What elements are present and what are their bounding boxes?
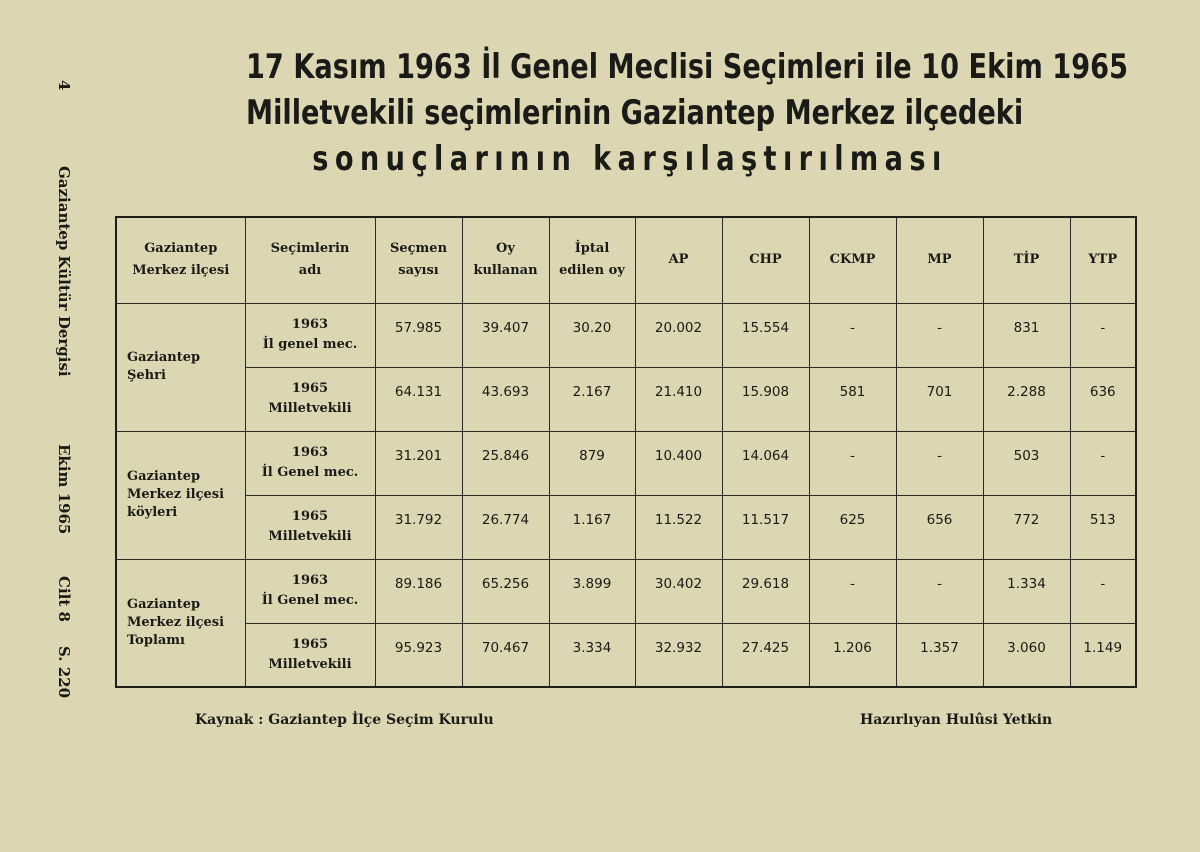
votes-cast-value-cell: 70.467 bbox=[462, 623, 549, 687]
chp-value-cell: 14.064 bbox=[722, 431, 809, 495]
page-title bbox=[246, 44, 1129, 182]
ckmp-value-cell: 625 bbox=[809, 495, 896, 559]
chp-value-cell: 15.554 bbox=[722, 303, 809, 367]
election-name-line: 1963 bbox=[291, 317, 329, 332]
journal-name: Gaziantep Kültür Dergisi bbox=[55, 166, 73, 377]
voters-value-cell: 31.792 bbox=[375, 495, 462, 559]
election-name-cell bbox=[245, 623, 375, 687]
title-line-3: sonuçlarının karşılaştırılması bbox=[312, 139, 948, 179]
invalid-votes-value-cell: 3.899 bbox=[549, 559, 635, 623]
election-name-line: İl genel mec. bbox=[262, 337, 358, 352]
header-votes-line-1: Oy bbox=[496, 241, 515, 257]
header-party-ap: AP bbox=[635, 217, 722, 303]
election-name-line: İl Genel mec. bbox=[261, 593, 359, 608]
table-row bbox=[116, 559, 1136, 623]
header-invalid-votes bbox=[549, 217, 635, 303]
header-invalid-line-1: İptal bbox=[574, 241, 610, 257]
election-name-cell bbox=[245, 367, 375, 431]
table-row bbox=[116, 495, 1136, 559]
page-number: 4 bbox=[55, 80, 73, 91]
tip-value-cell: 772 bbox=[983, 495, 1070, 559]
chp-value-cell: 29.618 bbox=[722, 559, 809, 623]
invalid-votes-value-cell: 879 bbox=[549, 431, 635, 495]
mp-value-cell: 701 bbox=[896, 367, 983, 431]
region-cell bbox=[116, 559, 245, 687]
header-region-line-2: Merkez ilçesi bbox=[132, 263, 230, 279]
table-row bbox=[116, 367, 1136, 431]
voters-value-cell: 95.923 bbox=[375, 623, 462, 687]
region-label-line: Gaziantep bbox=[127, 596, 201, 612]
election-name-line: 1963 bbox=[291, 573, 329, 588]
region-label-line: Merkez ilçesi bbox=[127, 487, 225, 502]
invalid-votes-value-cell: 30.20 bbox=[549, 303, 635, 367]
chp-value-cell: 27.425 bbox=[722, 623, 809, 687]
invalid-votes-value-cell: 3.334 bbox=[549, 623, 635, 687]
ap-value-cell: 20.002 bbox=[635, 303, 722, 367]
ap-value-cell: 11.522 bbox=[635, 495, 722, 559]
ytp-value-cell: - bbox=[1070, 559, 1136, 623]
region-label-line: Toplamı bbox=[127, 632, 185, 648]
invalid-votes-value-cell: 1.167 bbox=[549, 495, 635, 559]
election-name-line: 1965 bbox=[291, 381, 329, 396]
ytp-value-cell: - bbox=[1070, 303, 1136, 367]
tip-value-cell: 3.060 bbox=[983, 623, 1070, 687]
header-party-ytp: YTP bbox=[1070, 217, 1136, 303]
table-row bbox=[116, 431, 1136, 495]
chp-value-cell: 15.908 bbox=[722, 367, 809, 431]
ckmp-value-cell: 581 bbox=[809, 367, 896, 431]
header-party-mp: MP bbox=[896, 217, 983, 303]
invalid-votes-value-cell: 2.167 bbox=[549, 367, 635, 431]
volume-number: Cilt 8 bbox=[55, 576, 73, 622]
header-election bbox=[245, 217, 375, 303]
header-region bbox=[116, 217, 245, 303]
header-election-line-1: Seçimlerin bbox=[270, 241, 350, 257]
header-election-line-2: adı bbox=[298, 263, 322, 279]
election-name-line: Milletvekili bbox=[268, 529, 352, 544]
election-name-line: 1965 bbox=[291, 509, 329, 524]
header-invalid-line-2: edilen oy bbox=[559, 263, 625, 279]
ckmp-value-cell: - bbox=[809, 431, 896, 495]
ytp-value-cell: 636 bbox=[1070, 367, 1136, 431]
chp-value-cell: 11.517 bbox=[722, 495, 809, 559]
region-cell bbox=[116, 431, 245, 559]
issue-date: Ekim 1965 bbox=[55, 444, 73, 535]
voters-value-cell: 89.186 bbox=[375, 559, 462, 623]
region-label-line: Gaziantep bbox=[127, 350, 201, 365]
mp-value-cell: 1.357 bbox=[896, 623, 983, 687]
header-party-tip: TİP bbox=[983, 217, 1070, 303]
votes-cast-value-cell: 65.256 bbox=[462, 559, 549, 623]
ap-value-cell: 32.932 bbox=[635, 623, 722, 687]
region-label-line: Gaziantep bbox=[127, 469, 201, 484]
ytp-value-cell: - bbox=[1070, 431, 1136, 495]
election-name-line: İl Genel mec. bbox=[261, 465, 359, 480]
title-line-2: Milletvekili seçimlerinin Gaziantep Merkez ilçedeki bbox=[246, 93, 1024, 133]
tip-value-cell: 1.334 bbox=[983, 559, 1070, 623]
mp-value-cell: - bbox=[896, 431, 983, 495]
votes-cast-value-cell: 39.407 bbox=[462, 303, 549, 367]
table-row bbox=[116, 303, 1136, 367]
region-label-line: Şehri bbox=[127, 368, 166, 383]
header-row bbox=[116, 217, 1136, 303]
tip-value-cell: 503 bbox=[983, 431, 1070, 495]
region-cell bbox=[116, 303, 245, 431]
table-row bbox=[116, 623, 1136, 687]
election-name-cell bbox=[245, 495, 375, 559]
election-name-cell bbox=[245, 303, 375, 367]
ckmp-value-cell: - bbox=[809, 559, 896, 623]
header-voters bbox=[375, 217, 462, 303]
ap-value-cell: 10.400 bbox=[635, 431, 722, 495]
election-name-line: 1963 bbox=[291, 445, 329, 460]
votes-cast-value-cell: 26.774 bbox=[462, 495, 549, 559]
voters-value-cell: 57.985 bbox=[375, 303, 462, 367]
election-name-line: Milletvekili bbox=[268, 656, 352, 672]
header-votes-cast bbox=[462, 217, 549, 303]
mp-value-cell: 656 bbox=[896, 495, 983, 559]
votes-cast-value-cell: 43.693 bbox=[462, 367, 549, 431]
header-party-ckmp: CKMP bbox=[809, 217, 896, 303]
source-note: Kaynak : Gaziantep İlçe Seçim Kurulu bbox=[195, 712, 494, 728]
ytp-value-cell: 513 bbox=[1070, 495, 1136, 559]
mp-value-cell: - bbox=[896, 559, 983, 623]
ckmp-value-cell: 1.206 bbox=[809, 623, 896, 687]
voters-value-cell: 64.131 bbox=[375, 367, 462, 431]
tip-value-cell: 831 bbox=[983, 303, 1070, 367]
ap-value-cell: 21.410 bbox=[635, 367, 722, 431]
tip-value-cell: 2.288 bbox=[983, 367, 1070, 431]
header-votes-line-2: kullanan bbox=[473, 263, 538, 279]
election-results-table bbox=[115, 216, 1137, 688]
mp-value-cell: - bbox=[896, 303, 983, 367]
election-name-cell bbox=[245, 559, 375, 623]
page-reference: S. 220 bbox=[55, 646, 73, 699]
header-party-chp: CHP bbox=[722, 217, 809, 303]
election-name-line: 1965 bbox=[291, 636, 329, 652]
election-name-line: Milletvekili bbox=[268, 401, 352, 416]
ap-value-cell: 30.402 bbox=[635, 559, 722, 623]
header-voters-line-1: Seçmen bbox=[389, 241, 448, 257]
region-label-line: Merkez ilçesi bbox=[127, 614, 225, 630]
voters-value-cell: 31.201 bbox=[375, 431, 462, 495]
election-name-cell bbox=[245, 431, 375, 495]
side-margin-text bbox=[55, 80, 85, 720]
ytp-value-cell: 1.149 bbox=[1070, 623, 1136, 687]
votes-cast-value-cell: 25.846 bbox=[462, 431, 549, 495]
header-region-line-1: Gaziantep bbox=[144, 241, 218, 257]
title-line-1: 17 Kasım 1963 İl Genel Meclisi Seçimleri ile 10 Ekim 1965 bbox=[246, 47, 1129, 87]
region-label-line: köyleri bbox=[127, 505, 178, 520]
ckmp-value-cell: - bbox=[809, 303, 896, 367]
prepared-by-note: Hazırlıyan Hulûsi Yetkin bbox=[860, 712, 1053, 728]
header-voters-line-2: sayısı bbox=[398, 263, 439, 279]
